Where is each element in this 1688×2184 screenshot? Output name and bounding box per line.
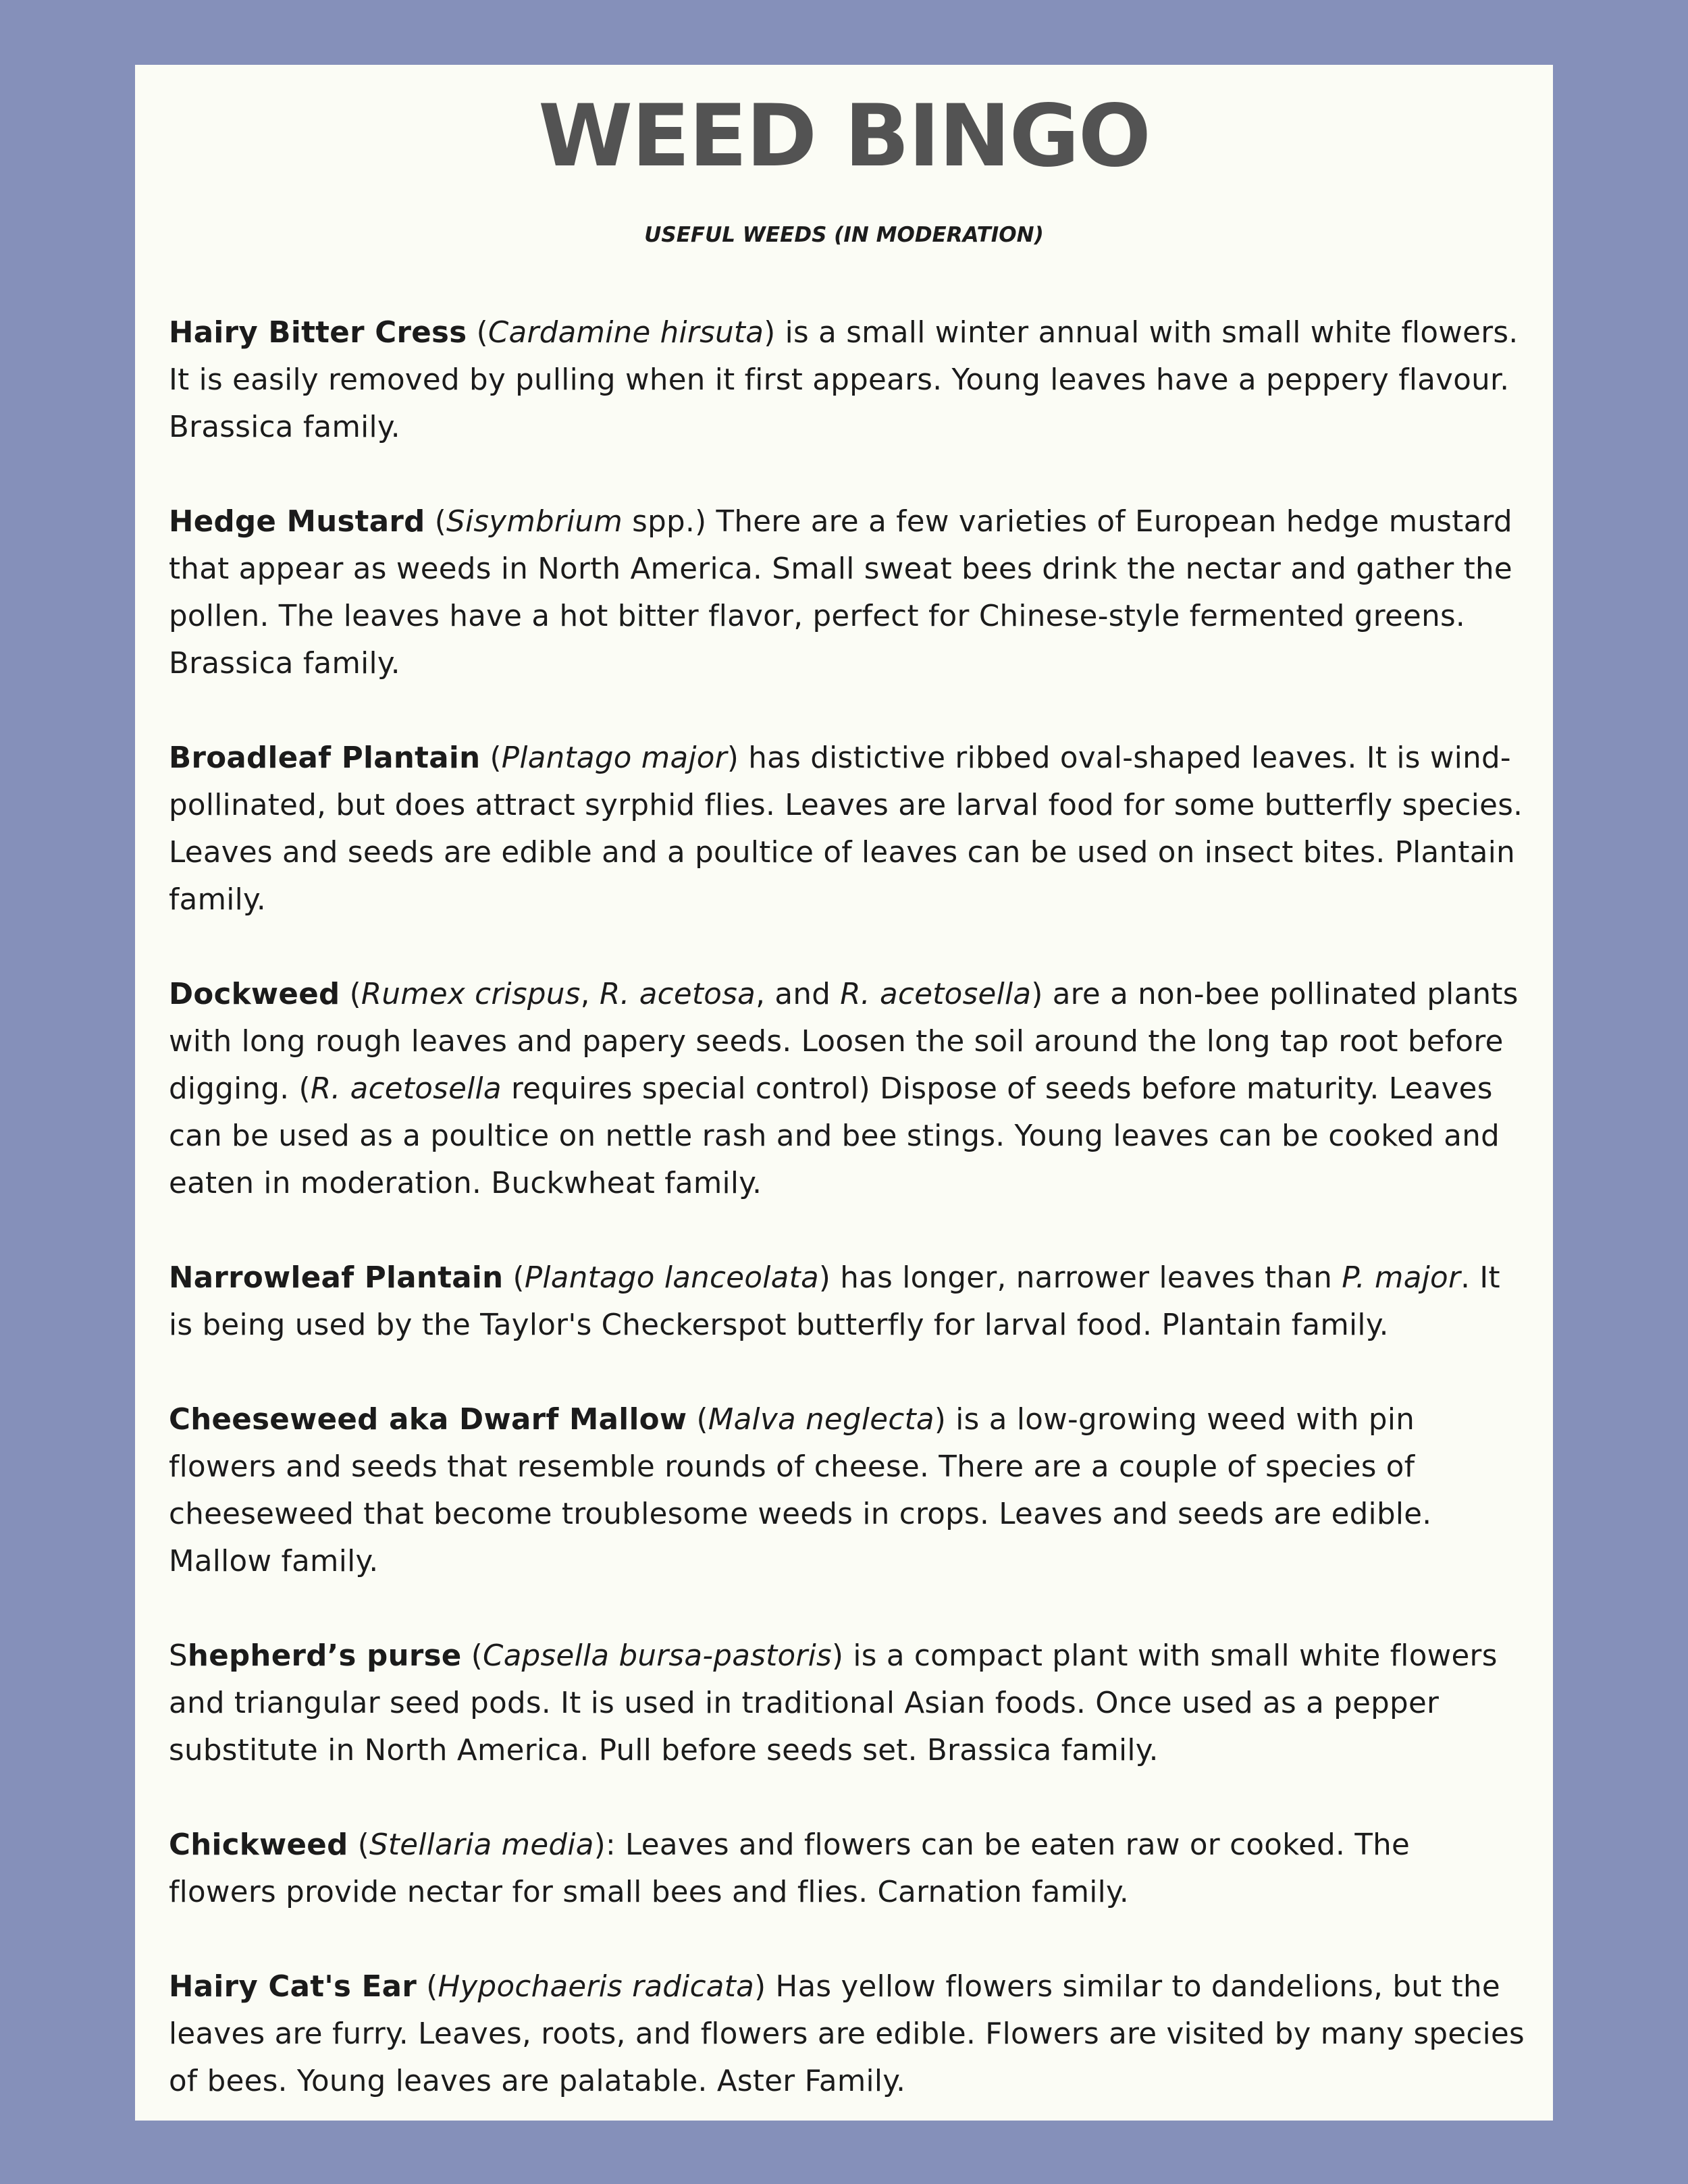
scientific-name: Plantago major: [501, 741, 727, 775]
entry-text: , and: [756, 978, 841, 1011]
weed-name: Hairy Cat's Ear: [169, 1970, 417, 2004]
entry-text: (: [480, 741, 502, 775]
weed-name-lead: S: [169, 1639, 188, 1673]
entry-text: ) is a compact plant with small white flowers and triangular seed pods. It is used in traditional Asian foods. Once used as a pepper substitute in North America. Pull before seeds set. Brassica family.: [169, 1639, 1498, 1767]
weed-name: Chickweed: [169, 1828, 348, 1862]
scientific-name: P. major: [1342, 1261, 1461, 1295]
weed-entry-chickweed: [169, 1821, 1526, 1916]
scientific-name: R. acetosa: [599, 978, 756, 1011]
entry-text: ) has longer, narrower leaves than: [818, 1261, 1342, 1295]
scientific-name: R. acetosella: [840, 978, 1032, 1011]
entry-text: requires special control) Dispose of seeds before maturity. Leaves can be used as a poultice on nettle rash and bee stings. Young leaves can be cooked and eaten in moderation. Buckwheat family.: [169, 1072, 1500, 1200]
entry-text: ) Has yellow flowers similar to dandelions, but the leaves are furry. Leaves, roots, and flowers are edible. Flowers are visited by many species of bees. Young leaves are palatable. Aster Family.: [169, 1970, 1525, 2098]
scientific-name: Sisymbrium: [446, 505, 623, 539]
entry-text: (: [348, 1828, 369, 1862]
entry-text: (: [461, 1639, 483, 1673]
document-sheet: [135, 65, 1553, 2121]
scientific-name: Plantago lanceolata: [524, 1261, 819, 1295]
weed-name: Narrowleaf Plantain: [169, 1261, 504, 1295]
entry-text: (: [503, 1261, 525, 1295]
weed-entry-hedge-mustard: [169, 498, 1526, 687]
scientific-name: Hypochaeris radicata: [438, 1970, 755, 2004]
entry-text: (: [687, 1403, 708, 1437]
entry-text: spp.) There are a few varieties of European hedge mustard that appear as weeds in North America. Small sweat bees drink the nectar and gather the pollen. The leaves have a hot bitter flavor, perfect for Chinese-style fermented greens. Brassica family.: [169, 505, 1512, 681]
weed-entry-cheeseweed: [169, 1396, 1526, 1585]
scientific-name: R. acetosella: [310, 1072, 502, 1106]
weed-entry-narrowleaf-plantain: [169, 1254, 1526, 1349]
entry-text: (: [417, 1970, 438, 2004]
scientific-name: Rumex crispus: [361, 978, 581, 1011]
entry-text: ,: [580, 978, 600, 1011]
weed-entry-shepherds-purse: [169, 1632, 1526, 1774]
weed-name: Dockweed: [169, 978, 340, 1011]
page-subtitle: USEFUL WEEDS (IN MODERATION): [644, 223, 1044, 247]
weed-name: hepherd’s purse: [187, 1639, 462, 1673]
entry-text: (: [340, 978, 361, 1011]
entry-text: (: [467, 316, 488, 350]
weed-name: Broadleaf Plantain: [169, 741, 481, 775]
entry-text: . It is being used by the Taylor's Checkerspot butterfly for larval food. Plantain family.: [169, 1261, 1500, 1342]
weed-name: Hairy Bitter Cress: [169, 316, 467, 350]
entry-text: ) is a low-growing weed with pin flowers and seeds that resemble rounds of cheese. There are a couple of species of cheeseweed that become troublesome weeds in crops. Leaves and seeds are edible. Mallow family.: [169, 1403, 1432, 1578]
weed-list: [169, 309, 1526, 2105]
entry-text: (: [425, 505, 447, 539]
entry-text: ): Leaves and flowers can be eaten raw or cooked. The flowers provide nectar for small bees and flies. Carnation family.: [169, 1828, 1410, 1909]
scientific-name: Capsella bursa-pastoris: [483, 1639, 832, 1673]
scientific-name: Malva neglecta: [708, 1403, 934, 1437]
page-title: WEED BINGO: [538, 86, 1150, 186]
weed-entry-hairy-bitter-cress: [169, 309, 1526, 451]
weed-entry-hairy-cats-ear: [169, 1963, 1526, 2105]
weed-entry-dockweed: [169, 971, 1526, 1207]
entry-text: ) are a non-bee pollinated plants with long rough leaves and papery seeds. Loosen the soil around the long tap root before digging. (: [169, 978, 1519, 1106]
entry-text: ) has distictive ribbed oval-shaped leaves. It is wind-pollinated, but does attract syrphid flies. Leaves are larval food for some butterfly species. Leaves and seeds are edible and a poultice of leaves can be used on insect bites. Plantain family.: [169, 741, 1523, 917]
weed-entry-broadleaf-plantain: [169, 735, 1526, 924]
scientific-name: Stellaria media: [369, 1828, 594, 1862]
entry-text: ) is a small winter annual with small white flowers. It is easily removed by pulling when it first appears. Young leaves have a peppery flavour. Brassica family.: [169, 316, 1519, 444]
weed-name: Hedge Mustard: [169, 505, 425, 539]
scientific-name: Cardamine hirsuta: [487, 316, 764, 350]
weed-name: Cheeseweed aka Dwarf Mallow: [169, 1403, 687, 1437]
